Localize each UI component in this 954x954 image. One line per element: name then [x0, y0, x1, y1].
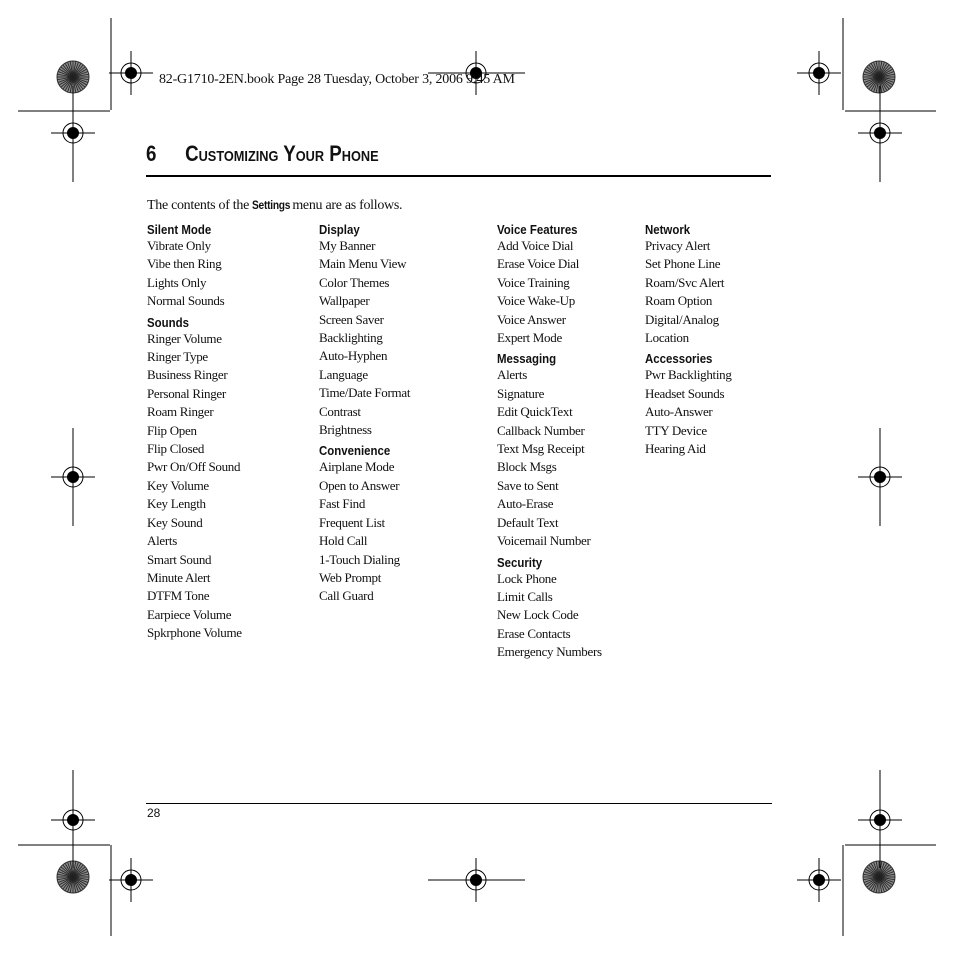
menu-item: Backlighting: [319, 330, 383, 346]
menu-item: Call Guard: [319, 588, 374, 604]
menu-column-4: [645, 222, 732, 462]
menu-item: Vibe then Ring: [147, 256, 222, 272]
menu-item: Lights Only: [147, 274, 207, 290]
menu-item: DTFM Tone: [147, 588, 210, 604]
menu-column-3: [497, 222, 602, 666]
title-rule: [146, 175, 771, 177]
menu-item: Set Phone Line: [645, 256, 721, 272]
chapter-title-text: Customizing Your Phone: [185, 141, 379, 166]
menu-item: Time/Date Format: [319, 385, 411, 401]
menu-item: Default Text: [497, 514, 559, 530]
menu-item: Flip Open: [147, 422, 197, 438]
menu-item: Spkrphone Volume: [147, 625, 242, 641]
menu-item: Alerts: [147, 533, 177, 549]
menu-item: Hearing Aid: [645, 441, 706, 457]
menu-group: [147, 222, 242, 311]
menu-item: Block Msgs: [497, 459, 557, 475]
menu-item: Flip Closed: [147, 441, 205, 457]
menu-item: Signature: [497, 385, 545, 401]
menu-group: [645, 351, 732, 458]
menu-item: Voice Wake-Up: [497, 293, 575, 309]
menu-item: New Lock Code: [497, 607, 579, 623]
menu-group: [319, 222, 410, 439]
menu-group: [497, 351, 602, 550]
menu-item: Expert Mode: [497, 330, 562, 346]
registration-mark-icon: [109, 51, 153, 95]
menu-item: Auto-Hyphen: [319, 348, 388, 364]
menu-item: Key Sound: [147, 514, 203, 530]
menu-group: [319, 443, 410, 605]
intro-text: [147, 198, 402, 214]
menu-item: Auto-Answer: [645, 404, 713, 420]
settings-menu-name: Settings: [252, 198, 291, 212]
menu-group-heading: Convenience: [319, 443, 391, 459]
menu-item: Earpiece Volume: [147, 606, 232, 622]
menu-item: Voicemail Number: [497, 533, 591, 549]
menu-item: 1-Touch Dialing: [319, 551, 400, 567]
menu-group-heading: Accessories: [645, 351, 713, 367]
intro-after: menu are as follows.: [289, 198, 403, 213]
menu-item: Ringer Volume: [147, 330, 222, 346]
menu-item: TTY Device: [645, 422, 707, 438]
page-number: 28: [147, 806, 161, 820]
menu-group: [147, 315, 242, 643]
menu-column-1: [147, 222, 242, 647]
menu-group-heading: Silent Mode: [147, 222, 212, 237]
menu-item: Pwr On/Off Sound: [147, 459, 241, 475]
footer-rule: [146, 803, 772, 804]
menu-item: Voice Answer: [497, 311, 566, 327]
menu-item: Voice Training: [497, 274, 570, 290]
menu-item: Key Length: [147, 496, 206, 512]
menu-item: Minute Alert: [147, 569, 211, 585]
menu-group: [645, 222, 732, 347]
menu-item: Screen Saver: [319, 311, 384, 327]
menu-item: Key Volume: [147, 477, 209, 493]
registration-mark-icon: [109, 858, 153, 902]
menu-group-heading: Sounds: [147, 314, 189, 330]
menu-item: Alerts: [497, 367, 527, 383]
menu-item: Main Menu View: [319, 256, 407, 272]
menu-item: Save to Sent: [497, 477, 559, 493]
menu-item: Edit QuickText: [497, 404, 573, 420]
registration-mark-icon: [797, 51, 841, 95]
menu-item: Emergency Numbers: [497, 644, 602, 660]
menu-item: Smart Sound: [147, 551, 212, 567]
menu-item: Text Msg Receipt: [497, 441, 585, 457]
chapter-number: 6: [146, 141, 157, 166]
menu-item: Fast Find: [319, 496, 366, 512]
menu-item: Brightness: [319, 422, 372, 438]
menu-item: Roam Option: [645, 293, 713, 309]
menu-item: Limit Calls: [497, 588, 553, 604]
menu-item: Airplane Mode: [319, 459, 395, 475]
menu-item: My Banner: [319, 238, 376, 253]
color-bar-starburst-icon: [863, 861, 895, 893]
print-header-line: 82-G1710-2EN.book Page 28 Tuesday, October 3, 2006 9:45 AM: [159, 72, 515, 87]
menu-item: Ringer Type: [147, 349, 208, 365]
intro-before: The contents of the: [147, 198, 253, 213]
menu-item: Web Prompt: [319, 569, 382, 585]
menu-item: Pwr Backlighting: [645, 367, 732, 383]
menu-item: Location: [645, 330, 689, 346]
menu-item: Roam/Svc Alert: [645, 274, 725, 290]
menu-group-heading: Display: [319, 222, 360, 237]
menu-item: Color Themes: [319, 274, 390, 290]
menu-item: Callback Number: [497, 422, 585, 438]
menu-item: Wallpaper: [319, 293, 370, 309]
menu-group-heading: Messaging: [497, 351, 557, 367]
menu-item: Language: [319, 366, 368, 382]
menu-item: Personal Ringer: [147, 385, 226, 401]
menu-item: Vibrate Only: [147, 238, 211, 253]
menu-item: Business Ringer: [147, 367, 228, 383]
menu-item: Erase Voice Dial: [497, 256, 580, 272]
menu-group-heading: Voice Features: [497, 222, 578, 237]
chapter-title: [146, 141, 379, 167]
menu-item: Add Voice Dial: [497, 238, 574, 253]
menu-item: Hold Call: [319, 533, 368, 549]
menu-item: Digital/Analog: [645, 311, 719, 327]
menu-item: Privacy Alert: [645, 238, 711, 253]
menu-item: Frequent List: [319, 514, 385, 530]
registration-mark-icon: [797, 858, 841, 902]
menu-group: [497, 222, 602, 347]
menu-item: Headset Sounds: [645, 385, 725, 401]
menu-item: Normal Sounds: [147, 293, 225, 309]
menu-item: Lock Phone: [497, 570, 557, 586]
color-bar-starburst-icon: [863, 61, 895, 93]
menu-item: Auto-Erase: [497, 496, 554, 512]
menu-item: Open to Answer: [319, 477, 400, 493]
menu-group-heading: Security: [497, 554, 543, 570]
menu-group: [497, 555, 602, 662]
menu-group-heading: Network: [645, 222, 691, 237]
menu-item: Contrast: [319, 403, 361, 419]
menu-column-2: [319, 222, 410, 610]
menu-item: Erase Contacts: [497, 625, 571, 641]
menu-item: Roam Ringer: [147, 404, 214, 420]
